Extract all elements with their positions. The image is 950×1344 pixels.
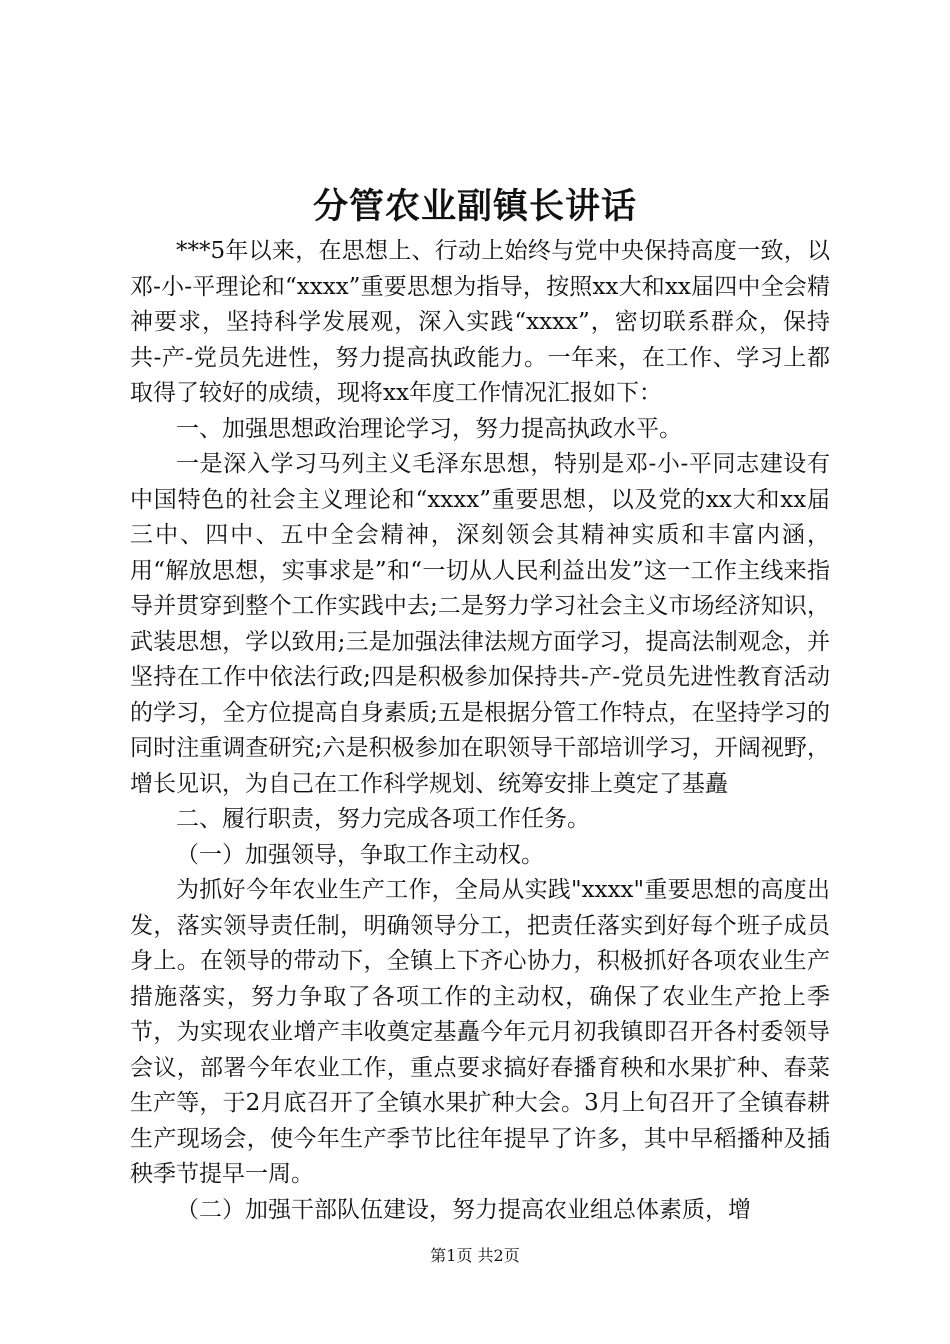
study-paragraph: 一是深入学习马列主义毛泽东思想，特别是邓-小-平同志建设有中国特色的社会主义理论和“xxxx”重要思想，以及党的xx大和xx届三中、四中、五中全会精神，深刻领会其精神实质和丰富内涵，用“解放思想，实事求是”和“一切从人民利益出发”这一工作主线来指导并贯穿到整个工作实践中去;二是努力学习社会主义市场经济知识，武装思想，学以致用;三是加强法律法规方面学习，提高法制观念，并坚持在工作中依法行政;四是积极参加保持共-产-党员先进性教育活动的学习，全方位提高自身素质;五是根据分管工作特点，在坚持学习的同时注重调查研究;六是积极参加在职领导干部培训学习，开阔视野，增长见识，为自己在工作科学规划、统筹安排上奠定了基矗 — [130, 451, 830, 797]
leadership-paragraph: 为抓好今年农业生产工作，全局从实践"xxxx"重要思想的高度出发，落实领导责任制，明确领导分工，把责任落实到好每个班子成员身上。在领导的带动下，全镇上下齐心协力，积极抓好各项农业生产措施落实，努力争取了各项工作的主动权，确保了农业生产抢上季节，为实现农业增产丰收奠定基矗今年元月初我镇即召开各村委领导会议，部署今年农业工作，重点要求搞好春播育秧和水果扩种、春菜生产等，于2月底召开了全镇水果扩种大会。3月上旬召开了全镇春耕生产现场会，使今年生产季节比往年提早了许多，其中早稻播种及插秧季节提早一周。 — [130, 877, 830, 1187]
intro-paragraph: ***5年以来，在思想上、行动上始终与党中央保持高度一致，以邓-小-平理论和“xxxx”重要思想为指导，按照xx大和xx届四中全会精神要求，坚持科学发展观，深入实践“xxxx”，密切联系群众，保持共-产-党员先进性，努力提高执政能力。一年来，在工作、学习上都取得了较好的成绩，现将xx年度工作情况汇报如下： — [130, 238, 830, 406]
document-body — [130, 234, 830, 1228]
section-heading-1: 一、加强思想政治理论学习，努力提高执政水平。 — [176, 415, 682, 442]
section-heading-2: 二、履行职责，努力完成各项工作任务。 — [176, 806, 590, 832]
subsection-heading-2: （二）加强干部队伍建设，努力提高农业组总体素质，增 — [176, 1196, 751, 1223]
document-title: 分管农业副镇长讲话 — [312, 186, 637, 227]
page-number-footer: 第1页 共2页 — [430, 1246, 520, 1265]
subsection-heading-1: （一）加强领导，争取工作主动权。 — [176, 841, 544, 868]
